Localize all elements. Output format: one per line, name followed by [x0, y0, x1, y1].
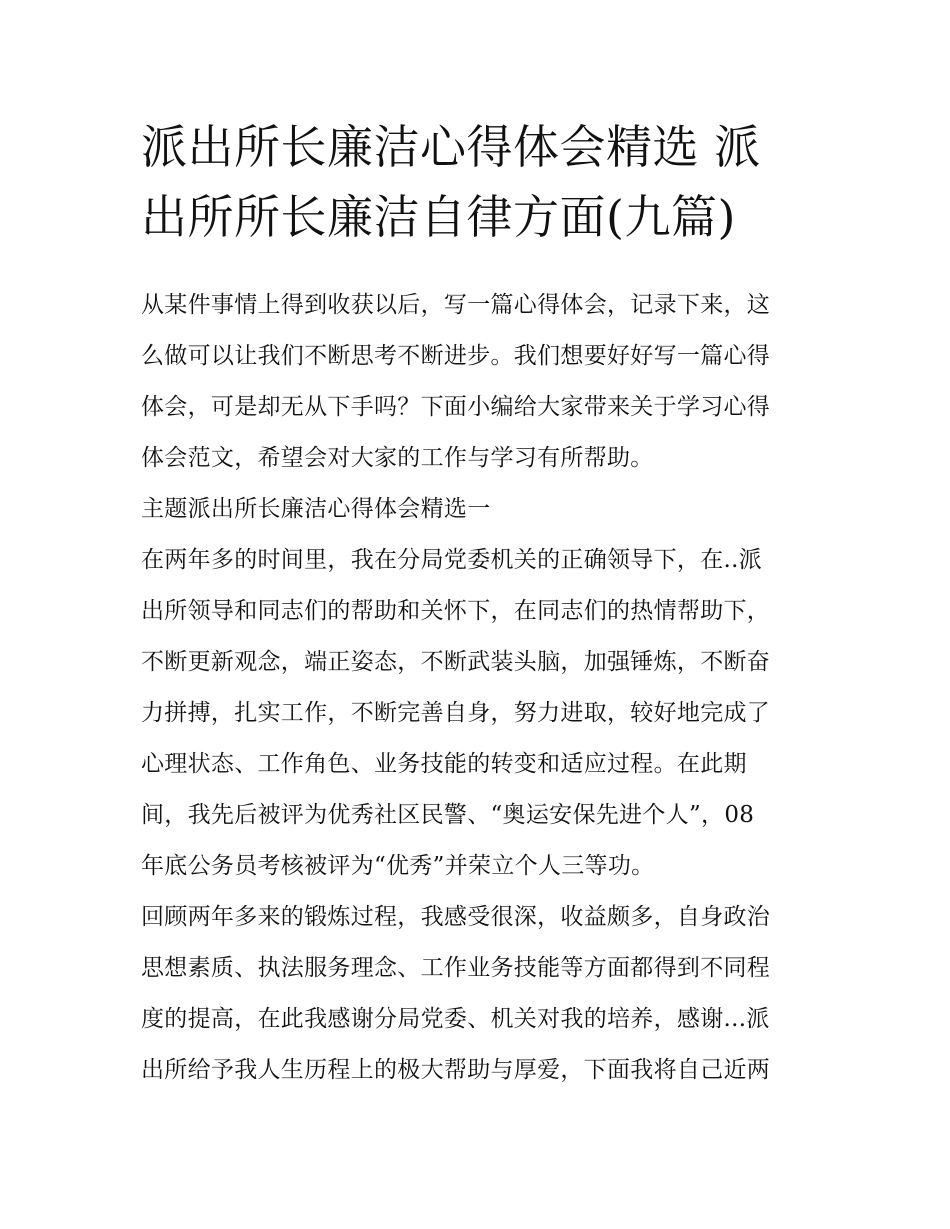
document-body [141, 112, 813, 1096]
text-line: 体会范文，希望会对大家的工作与学习有所帮助。 [141, 445, 654, 471]
text-line: 主题派出所长廉洁心得体会精选一 [141, 496, 491, 522]
text-line: 在两年多的时间里，我在分局党委机关的正确领导下，在..派 [141, 547, 763, 573]
document-text [141, 280, 813, 1096]
section-heading [141, 484, 813, 535]
text-line: 回顾两年多来的锻炼过程，我感受很深，收益颇多，自身政治 [141, 904, 771, 930]
text-line: 力拼搏，扎实工作，不断完善自身，努力进取，较好地完成了 [141, 700, 771, 726]
text-line: 体会，可是却无从下手吗？下面小编给大家带来关于学习心得 [141, 394, 771, 420]
text-line: 间，我先后被评为优秀社区民警、“奥运安保先进个人”，08 [141, 802, 755, 828]
title-line: 派出所长廉洁心得体会精选 派 [141, 120, 761, 174]
text-line: 心理状态、工作角色、业务技能的转变和适应过程。在此期 [141, 751, 747, 777]
text-line: 度的提高，在此我感谢分局党委、机关对我的培养，感谢...派 [141, 1006, 770, 1032]
text-line: 不断更新观念，端正姿态，不断武装头脑，加强锤炼，不断奋 [141, 649, 771, 675]
text-line: 思想素质、执法服务理念、工作业务技能等方面都得到不同程 [141, 955, 771, 981]
paragraph-body-2 [141, 892, 813, 1096]
text-line: 出所给予我人生历程上的极大帮助与厚爱，下面我将自己近两 [141, 1057, 771, 1083]
text-line: 年底公务员考核被评为“优秀”并荣立个人三等功。 [141, 853, 655, 879]
text-line: 出所领导和同志们的帮助和关怀下，在同志们的热情帮助下， [141, 598, 771, 624]
text-line: 么做可以让我们不断思考不断进步。我们想要好好写一篇心得 [141, 343, 771, 369]
paragraph-body-1 [141, 535, 813, 892]
text-line: 从某件事情上得到收获以后，写一篇心得体会，记录下来，这 [141, 292, 771, 318]
paragraph-intro [141, 280, 813, 484]
title-line: 出所所长廉洁自律方面(九篇) [141, 190, 736, 244]
document-title [141, 112, 813, 252]
